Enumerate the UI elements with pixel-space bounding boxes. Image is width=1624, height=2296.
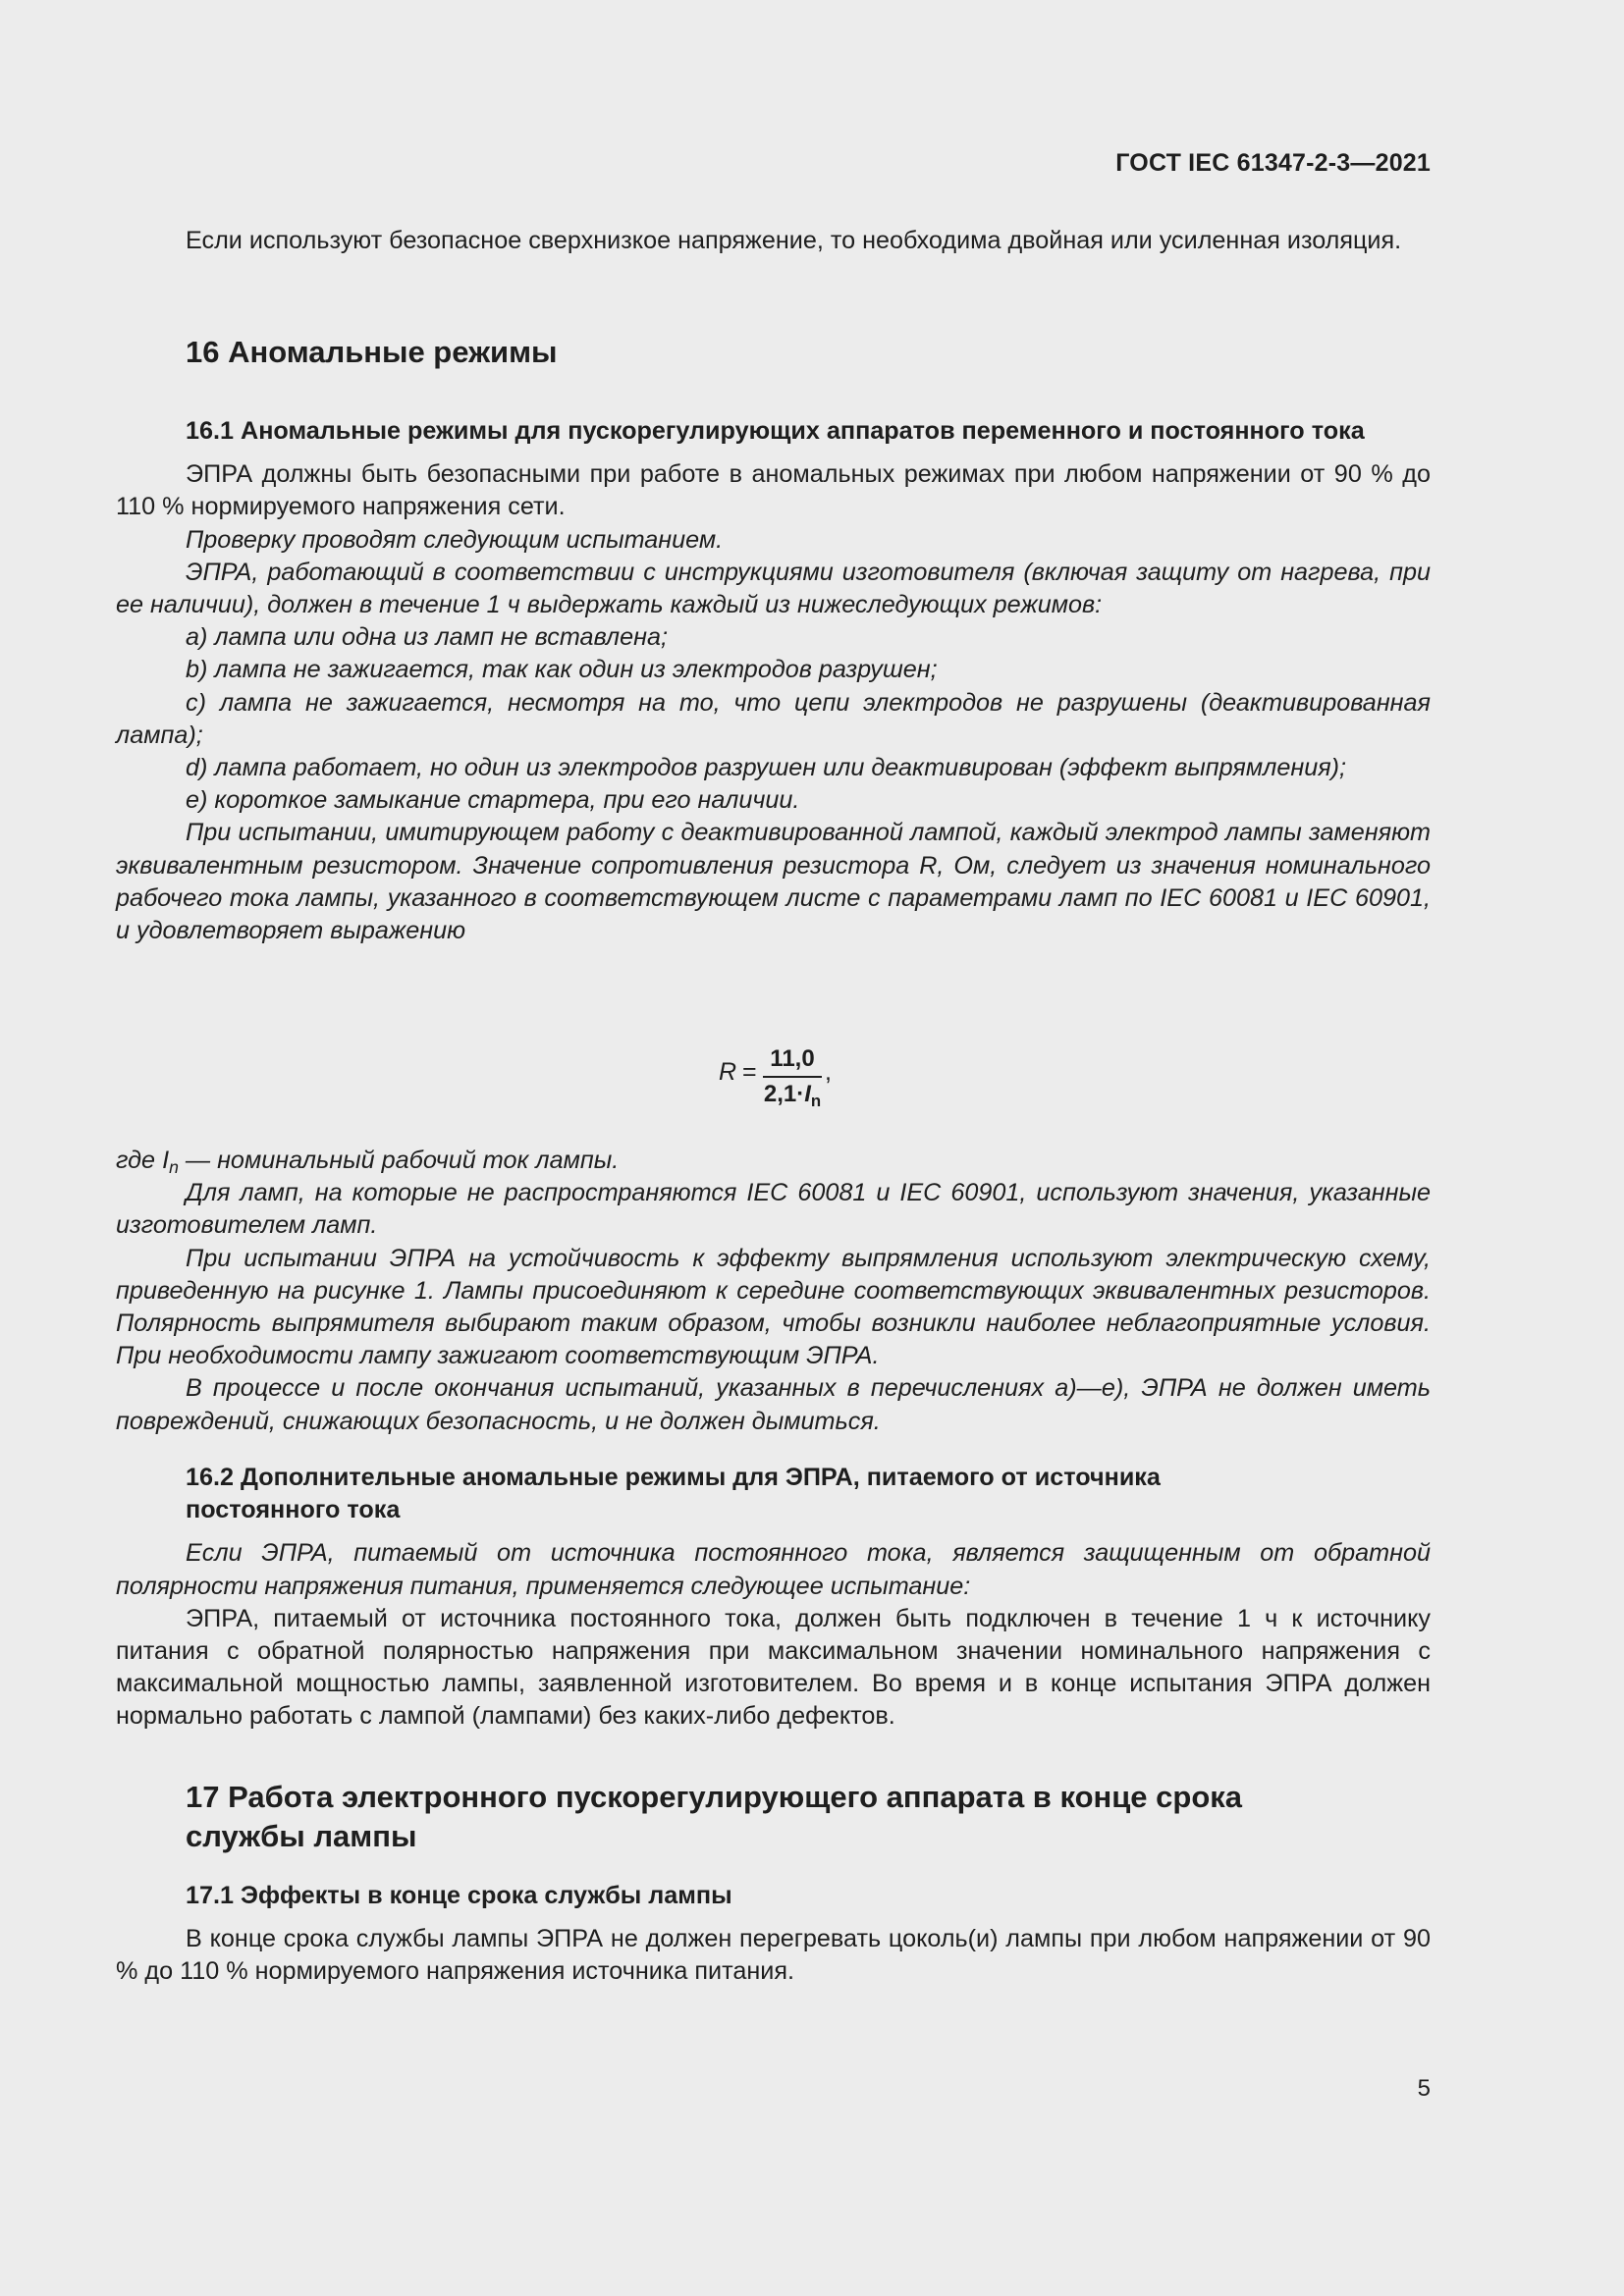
paragraph-16-1-1: ЭПРА должны быть безопасными при работе в аномальных режимах при любом напряжении от 90 % до 110 % нормируемого напряжения сети. [116, 460, 1431, 521]
where-prefix: где I [116, 1147, 170, 1174]
section-17-1-block [116, 1880, 1431, 1989]
list-item-a: a) лампа или одна из ламп не вставлена; [186, 623, 668, 652]
subsection-16-1-title: 16.1 Аномальные режимы для пускорегулирующих аппаратов переменного и постоянного тока [186, 417, 1365, 445]
denominator-variable: I [804, 1081, 811, 1107]
list-item-d: d) лампа работает, но один из электродов разрушен или деактивирован (эффект выпрямления); [186, 754, 1347, 782]
page-number: 5 [1417, 2075, 1431, 2102]
paragraph-16-1-2: Проверку проводят следующим испытанием. [186, 525, 724, 554]
formula-equals: = [742, 1058, 757, 1086]
subsection-17-1-title: 17.1 Эффекты в конце срока службы лампы [186, 1882, 732, 1909]
subsection-16-2-title: 16.2 Дополнительные аномальные режимы для ЭПРА, питаемого от источника постоянного тока [186, 1464, 1161, 1524]
section-16-1-continued [116, 1145, 1431, 1438]
intro-paragraph: Если используют безопасное сверхнизкое напряжение, то необходима двойная или усиленная изоляция. [186, 227, 1402, 254]
paragraph-16-1-4: При испытании, имитирующем работу с деактивированной лампой, каждый электрод лампы заменяют эквивалентным резистором. Значение сопротивления резистора R, Ом, следует из значения номинального рабочего тока лампы, указанного в соответствующем листе с параметрами ламп по IEC 60081 и IEC 60901, и удовлетворяет выражению [116, 819, 1431, 945]
list-item-e: e) короткое замыкание стартера, при его наличии. [186, 786, 800, 815]
denominator-prefix: 2,1· [763, 1081, 805, 1107]
section-16-title: 16 Аномальные режимы [186, 335, 558, 369]
section-16-2-block [116, 1462, 1431, 1734]
document-code-header: ГОСТ IEC 61347-2-3—2021 [1115, 149, 1431, 177]
formula-tail: , [825, 1058, 832, 1086]
resistance-formula [116, 1042, 1431, 1115]
section-17-title: 17 Работа электронного пускорегулирующего аппарата в конце срока службы лампы [186, 1780, 1243, 1853]
section-17-heading-block [116, 1778, 1431, 1856]
where-rest: — номинальный рабочий ток лампы. [178, 1147, 620, 1174]
paragraph-16-1-3: ЭПРА, работающий в соответствии с инструкциями изготовителя (включая защиту от нагрева, при ее наличии), должен в течение 1 ч выдержать каждый из нижеследующих режимов: [116, 558, 1431, 619]
paragraph-16-2-1: Если ЭПРА, питаемый от источника постоянного тока, является защищенным от обратной полярности напряжения питания, применяется следующее испытание: [116, 1539, 1431, 1600]
section-16-1-block [116, 415, 1431, 947]
formula-lhs: R [719, 1058, 737, 1086]
paragraph-16-2-2: ЭПРА, питаемый от источника постоянного тока, должен быть подключен в течение 1 ч к источнику питания с обратной полярностью напряжения при максимальном значении номинального напряжения с максимальной мощностью лампы, заявленной изготовителем. Во время и в конце испытания ЭПРА должен нормально работать с лампой (лампами) без каких-либо дефектов. [116, 1604, 1431, 1731]
section-16-heading-block [116, 333, 1431, 372]
list-item-b: b) лампа не зажигается, так как один из электродов разрушен; [186, 656, 938, 684]
intro-block [116, 225, 1431, 257]
where-subscript: n [169, 1157, 179, 1177]
where-line [116, 1145, 1431, 1177]
denominator-subscript: n [810, 1092, 822, 1110]
formula-denominator [763, 1078, 822, 1111]
paragraph-16-1-6: При испытании ЭПРА на устойчивость к эффекту выпрямления используют электрическую схему, приведенную на рисунке 1. Лампы присоединяют к середине соответствующих эквивалентных резисторов. Полярность выпрямителя выбирают таким образом, чтобы возникли наиболее неблагоприятные условия. При необходимости лампу зажигают соответствующим ЭПРА. [116, 1244, 1431, 1370]
list-item-c: c) лампа не зажигается, несмотря на то, что цепи электродов не разрушены (деактивированная лампа); [116, 688, 1431, 749]
paragraph-16-1-7: В процессе и после окончания испытаний, указанных в перечислениях а)—е), ЭПРА не должен иметь повреждений, снижающих безопасность, и не должен дымиться. [116, 1374, 1431, 1435]
paragraph-16-1-5: Для ламп, на которые не распространяются IEC 60081 и IEC 60901, используют значения, указанные изготовителем ламп. [116, 1179, 1431, 1240]
paragraph-17-1-1: В конце срока службы лампы ЭПРА не должен перегревать цоколь(и) лампы при любом напряжении от 90 % до 110 % нормируемого напряжения источника питания. [116, 1925, 1431, 1986]
formula-numerator: 11,0 [770, 1045, 815, 1072]
formula-fraction [763, 1042, 822, 1111]
